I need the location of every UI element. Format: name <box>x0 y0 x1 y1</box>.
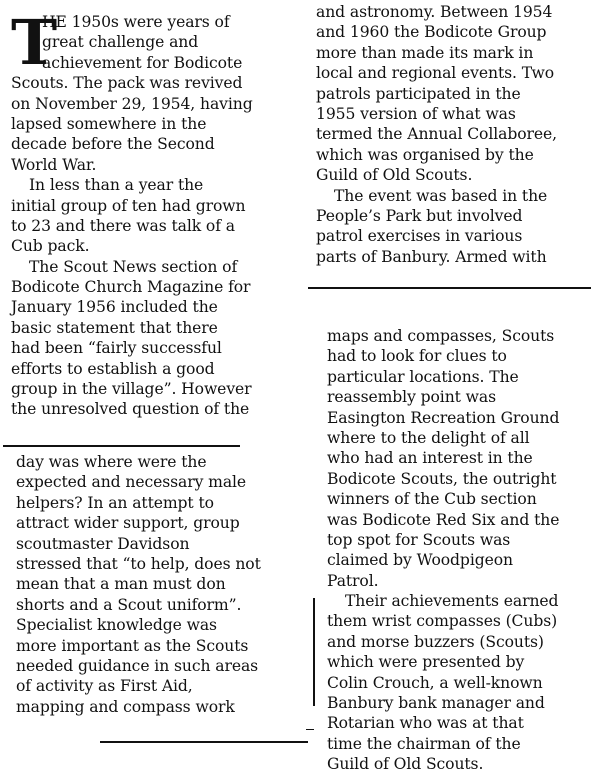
text-line: reassembly point was <box>327 388 497 407</box>
text-line: lapsed somewhere in the <box>11 114 207 133</box>
text-line: claimed by Woodpigeon <box>327 551 513 570</box>
text-line: Easington Recreation Ground <box>327 408 560 427</box>
text-line: more important as the Scouts <box>16 636 249 655</box>
column-divider-rule <box>100 741 308 743</box>
text-line: stressed that “to help, does not <box>16 554 261 573</box>
text-line: efforts to establish a good <box>11 359 215 378</box>
column-2 <box>16 452 261 717</box>
column-1 <box>11 6 253 420</box>
text-line: and astronomy. Between 1954 <box>316 3 553 21</box>
text-line: particular locations. The <box>327 367 519 386</box>
text-line: patrols participated in the <box>316 84 521 103</box>
text-line: great challenge and <box>42 33 199 52</box>
text-line: needed guidance in such areas <box>16 656 259 675</box>
text-line: on November 29, 1954, having <box>11 94 253 113</box>
text-line: scoutmaster Davidson <box>16 534 190 553</box>
text-line: shorts and a Scout uniform”. <box>16 595 242 614</box>
text-line: winners of the Cub section <box>327 490 537 509</box>
column-4 <box>327 326 559 775</box>
text-line: Rotarian who was at that <box>327 714 524 733</box>
column-divider-rule <box>306 729 314 730</box>
text-line: mean that a man must don <box>16 575 226 594</box>
text-line: to 23 and there was talk of a <box>11 216 235 235</box>
text-line: January 1956 included the <box>11 298 218 317</box>
text-line: Guild of Old Scouts. <box>316 166 473 185</box>
text-line: 1955 version of what was <box>316 104 516 123</box>
column-divider-rule <box>308 287 591 289</box>
text-line: parts of Banbury. Armed with <box>316 247 547 266</box>
text-line: where to the delight of all <box>327 428 530 447</box>
text-line: the unresolved question of the <box>11 400 250 419</box>
text-line: Bodicote Scouts, the outright <box>327 469 557 488</box>
column-3 <box>316 2 557 267</box>
vertical-column-rule <box>313 598 315 706</box>
text-line: Cub pack. <box>11 237 90 256</box>
text-line: had been “fairly successful <box>11 339 222 358</box>
text-line: more than made its mark in <box>316 43 534 62</box>
text-line: achievement for Bodicote <box>42 53 243 72</box>
text-line: which was organised by the <box>316 145 534 164</box>
text-line: had to look for clues to <box>327 347 507 366</box>
text-line: Their achievements earned <box>345 592 559 611</box>
text-line: maps and compasses, Scouts <box>327 327 555 345</box>
text-line: basic statement that there <box>11 318 218 337</box>
text-line: who had an interest in the <box>327 449 533 468</box>
text-line: decade before the Second <box>11 135 215 154</box>
text-line: was Bodicote Red Six and the <box>327 510 560 529</box>
text-line: day was where were the <box>16 453 207 471</box>
text-line: time the chairman of the <box>327 734 521 753</box>
text-line: The event was based in the <box>334 186 548 205</box>
text-line: Specialist knowledge was <box>16 616 217 635</box>
text-line: HE 1950s were years of <box>42 13 230 31</box>
text-line: The Scout News section of <box>29 257 238 276</box>
text-line: Colin Crouch, a well-known <box>327 673 543 692</box>
text-line: patrol exercises in various <box>316 227 523 246</box>
text-line: termed the Annual Collaboree, <box>316 125 557 144</box>
text-line: them wrist compasses (Cubs) <box>327 612 558 631</box>
text-line: Bodicote Church Magazine for <box>11 278 251 297</box>
text-line: of activity as First Aid, <box>16 677 193 696</box>
text-line: Patrol. <box>327 571 379 590</box>
text-line: and morse buzzers (Scouts) <box>327 632 544 651</box>
text-line: expected and necessary male <box>16 473 247 492</box>
text-line: attract wider support, group <box>16 514 240 533</box>
text-line: top spot for Scouts was <box>327 530 511 549</box>
column-divider-rule <box>3 445 240 447</box>
text-line: In less than a year the <box>29 176 204 195</box>
text-line: local and regional events. Two <box>316 64 555 83</box>
text-line: initial group of ten had grown <box>11 196 246 215</box>
text-line: group in the village”. However <box>11 380 252 399</box>
text-line: People’s Park but involved <box>316 206 523 225</box>
text-line: and 1960 the Bodicote Group <box>316 23 547 42</box>
text-line: Scouts. The pack was revived <box>11 74 243 93</box>
text-line: Banbury bank manager and <box>327 694 545 713</box>
text-line: helpers? In an attempt to <box>16 493 214 512</box>
text-line: Guild of Old Scouts. <box>327 755 484 774</box>
drop-cap: T <box>11 6 58 79</box>
text-line: which were presented by <box>327 653 525 672</box>
text-line: World War. <box>11 155 97 174</box>
text-line: mapping and compass work <box>16 697 235 716</box>
